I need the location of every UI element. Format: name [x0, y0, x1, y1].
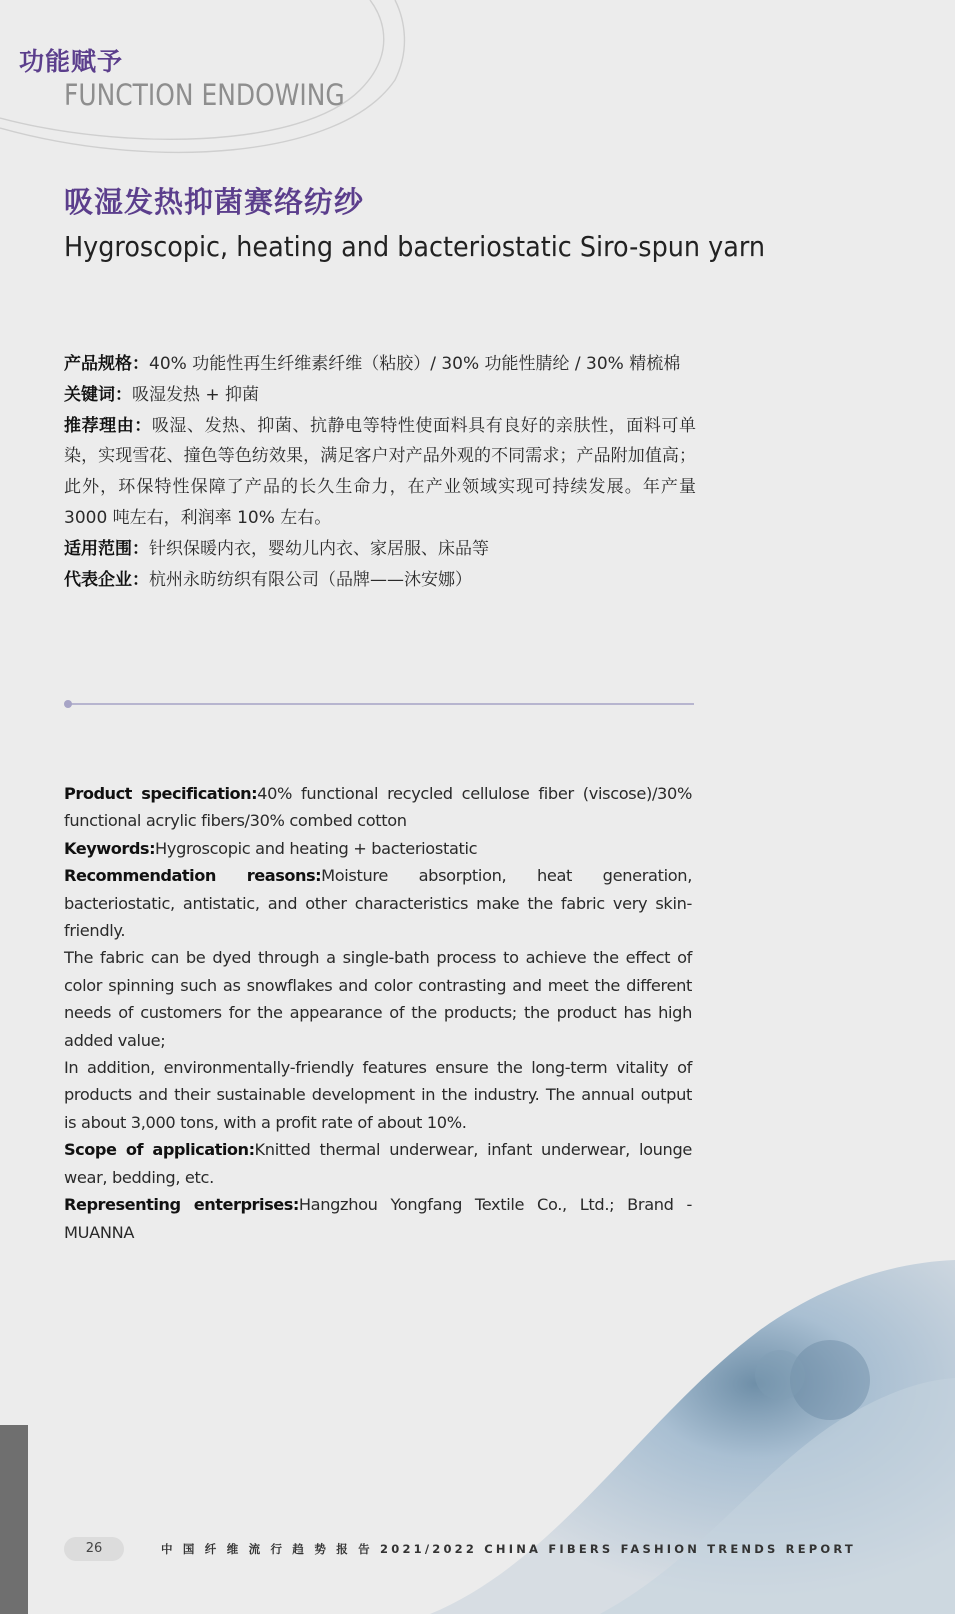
keywords-paragraph [64, 380, 696, 411]
section-title-en: FUNCTION ENDOWING [64, 78, 345, 112]
divider-line [68, 703, 694, 705]
reason-text-en-3: In addition, environmentally-friendly features ensure the long-term vitality of products and their sustainable development in the industry. The annual output is about 3,000 tons, with a profit rate of about 10%. [64, 1058, 692, 1132]
reason-paragraph-en [64, 862, 692, 944]
scope-label: 适用范围： [64, 538, 149, 559]
reason-text-en: Moisture absorption, heat generation, bacteriostatic, antistatic, and other characteristics make the fabric very skin-friendly. [64, 866, 692, 941]
scope-paragraph-en [64, 1136, 692, 1191]
product-title-en: Hygroscopic, heating and bacteriostatic Siro-spun yarn [64, 230, 766, 263]
reason-text-en-2: The fabric can be dyed through a single-bath process to achieve the effect of color spinning such as snowflakes and color contrasting and meet the different needs of customers for the appearance of the products; the product has high added value; [64, 948, 692, 1050]
enterprise-label: 代表企业： [64, 569, 149, 590]
product-details-cn [64, 349, 696, 595]
product-title-cn: 吸湿发热抑菌赛络纺纱 [64, 185, 365, 219]
spec-label: 产品规格： [64, 354, 149, 374]
keywords-text-en: Hygroscopic and heating + bacteriostatic [155, 838, 478, 858]
blur-spot [755, 1350, 805, 1400]
enterprise-text: 杭州永昉纺织有限公司（品牌——沐安娜） [149, 569, 472, 590]
reason-paragraph [64, 411, 696, 534]
reason-paragraph-en-3 [64, 1054, 692, 1136]
reason-label-en: Recommendation reasons: [64, 866, 322, 886]
spec-paragraph [64, 349, 696, 380]
reason-paragraph-en-2 [64, 944, 692, 1054]
section-title-cn: 功能赋予 [19, 47, 124, 76]
keywords-text: 吸湿发热 + 抑菌 [132, 384, 260, 405]
scope-text: 针织保暖内衣，婴幼儿内衣、家居服、床品等 [149, 538, 489, 559]
footer-report-title: 中 国 纤 维 流 行 趋 势 报 告 2021/2022 CHINA FIBERS FASHION TRENDS REPORT [161, 1542, 856, 1556]
page-number: 26 [64, 1537, 124, 1561]
enterprise-text-en: Hangzhou Yongfang Textile Co., Ltd.; Brand - MUANNA [64, 1195, 693, 1242]
scope-label-en: Scope of application: [64, 1140, 255, 1160]
spec-text: 40% 功能性再生纤维素纤维（粘胶）/ 30% 功能性腈纶 / 30% 精梳棉 [149, 354, 681, 374]
scope-text-en: Knitted thermal underwear, infant underwear, lounge wear, bedding, etc. [64, 1140, 692, 1187]
product-details-en [64, 780, 692, 1246]
enterprise-paragraph [64, 565, 696, 596]
scope-paragraph [64, 534, 696, 565]
divider-dot [64, 700, 72, 708]
enterprise-label-en: Representing enterprises: [64, 1195, 299, 1215]
keywords-label: 关键词： [64, 384, 132, 405]
left-edge-bar [0, 1425, 28, 1614]
keywords-label-en: Keywords: [64, 838, 156, 858]
spec-paragraph-en [64, 780, 692, 835]
spec-text-en: 40% functional recycled cellulose fiber (viscose)/30% functional acrylic fibers/30% combed cotton [64, 784, 692, 831]
reason-text: 吸湿、发热、抑菌、抗静电等特性使面料具有良好的亲肤性，面料可单染，实现雪花、撞色等色纺效果，满足客户对产品外观的不同需求；产品附加值高；此外，环保特性保障了产品的长久生命力，在产业领域实现可持续发展。年产量 3000 吨左右，利润率 10% 左右。 [64, 415, 697, 528]
keywords-paragraph-en [64, 835, 692, 862]
reason-label: 推荐理由： [64, 415, 152, 436]
enterprise-paragraph-en [64, 1191, 692, 1246]
section-divider [64, 699, 694, 709]
spec-label-en: Product specification: [64, 784, 258, 803]
